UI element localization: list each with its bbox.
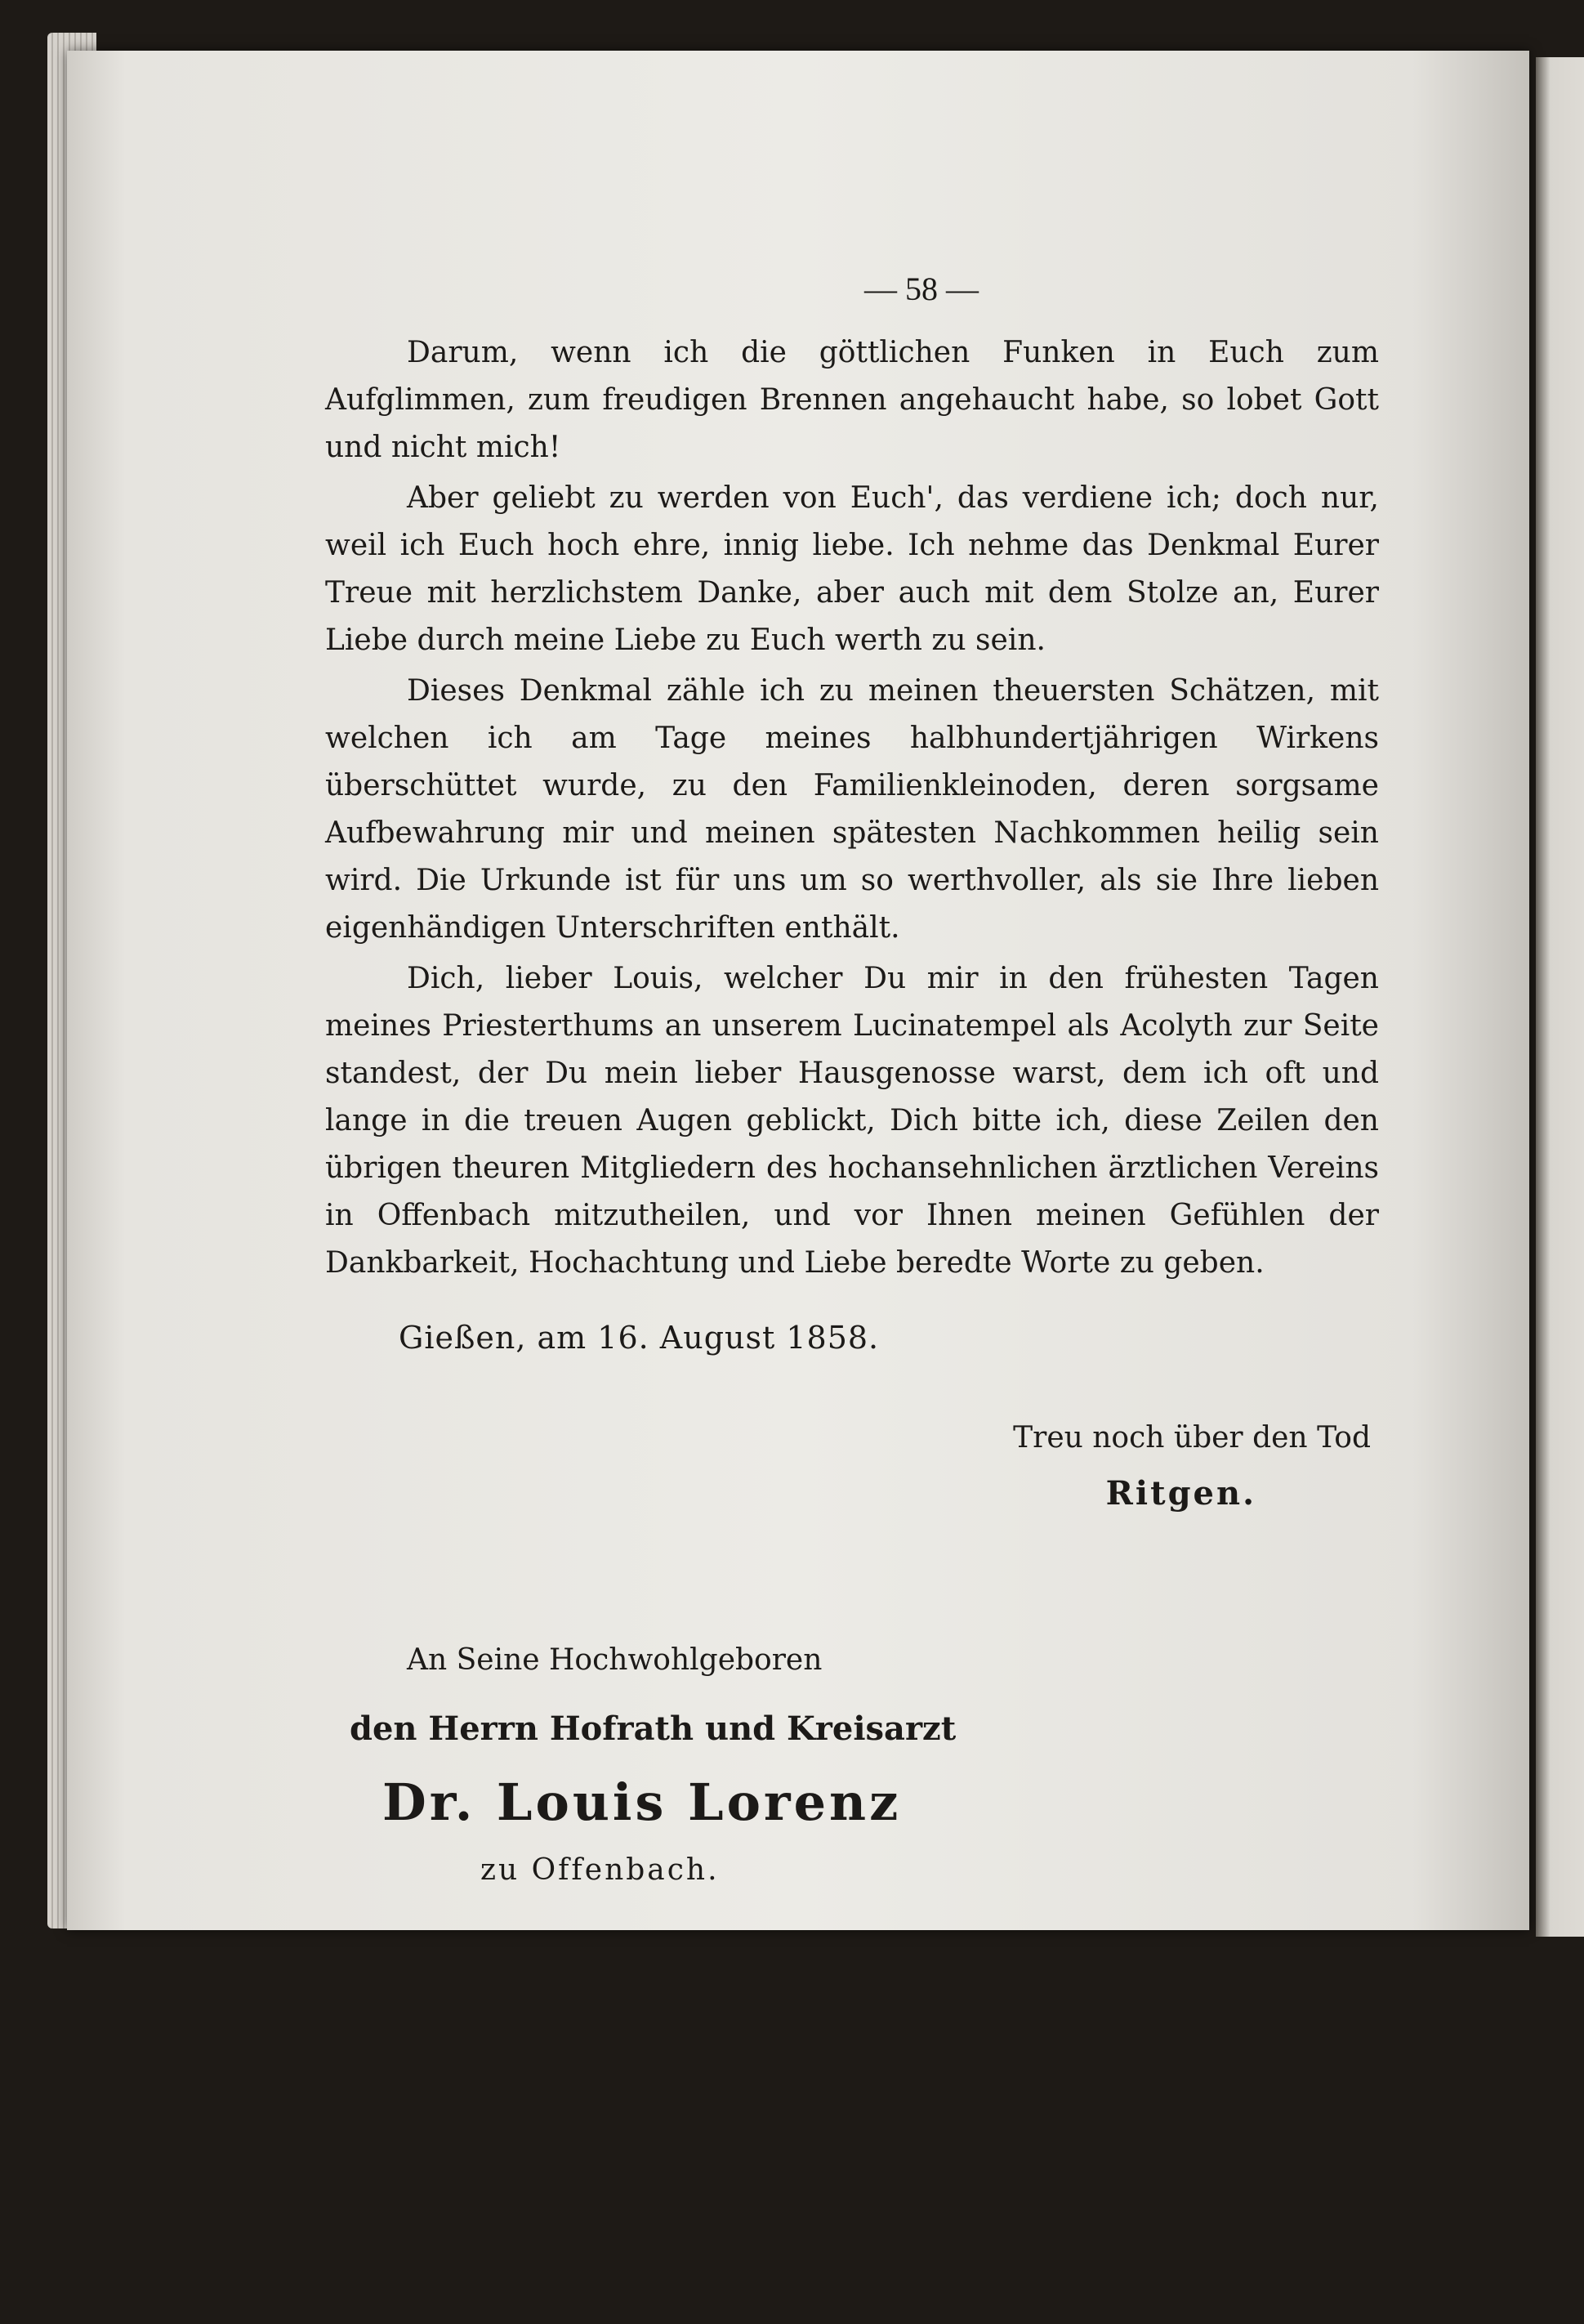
closing-line: Treu noch über den Tod	[1013, 1421, 1371, 1455]
address-salutation: An Seine Hochwohlgeboren	[407, 1643, 823, 1677]
paragraph-2: Aber geliebt zu werden von Euch', das verdiene ich; doch nur, weil ich Euch hoch ehre, innig liebe. Ich nehme das Denkmal Eurer Treue mit herzlichstem Danke, aber auch mit dem Stolze an, Eurer Liebe durch meine Liebe zu Euch werth zu sein.	[325, 481, 1379, 657]
address-name: Dr. Louis Lorenz	[382, 1772, 902, 1832]
paragraph-1: Darum, wenn ich die göttlichen Funken in Euch zum Aufglimmen, zum freudigen Brennen angehaucht habe, so lobet Gott und nicht mich!	[325, 336, 1379, 464]
facing-page	[1536, 57, 1584, 1937]
page-number: — 58 —	[864, 270, 979, 307]
paragraph-4: Dich, lieber Louis, welcher Du mir in den frühesten Tagen meines Priesterthums an unserem Lucinatempel als Acolyth zur Seite standest, der Du mein lieber Hausgenosse warst, dem ich oft und lange in die treuen Augen geblickt, Dich bitte ich, diese Zeilen den übrigen theuren Mitgliedern des hochansehnlichen ärztlichen Vereins in Offenbach mitzutheilen, und vor Ihnen meinen Gefühlen der Dankbarkeit, Hochachtung und Liebe beredte Worte zu geben.	[325, 962, 1379, 1280]
address-title: den Herrn Hofrath und Kreisarzt	[350, 1709, 957, 1748]
date-line: Gießen, am 16. August 1858.	[399, 1320, 880, 1356]
address-block	[325, 1643, 1379, 1887]
signature: Ritgen.	[1105, 1474, 1256, 1513]
page-content	[325, 270, 1379, 1887]
paragraph-3: Dieses Denkmal zähle ich zu meinen theuersten Schätzen, mit welchen ich am Tage meines halbhundertjährigen Wirkens überschüttet wurde, zu den Familienkleinoden, deren sorgsame Aufbewahrung mir und meinen spätesten Nachkommen heilig sein wird. Die Urkunde ist für uns um so werthvoller, als sie Ihre lieben eigenhändigen Unterschriften enthält.	[325, 674, 1379, 945]
address-place: zu Offenbach.	[480, 1853, 720, 1887]
